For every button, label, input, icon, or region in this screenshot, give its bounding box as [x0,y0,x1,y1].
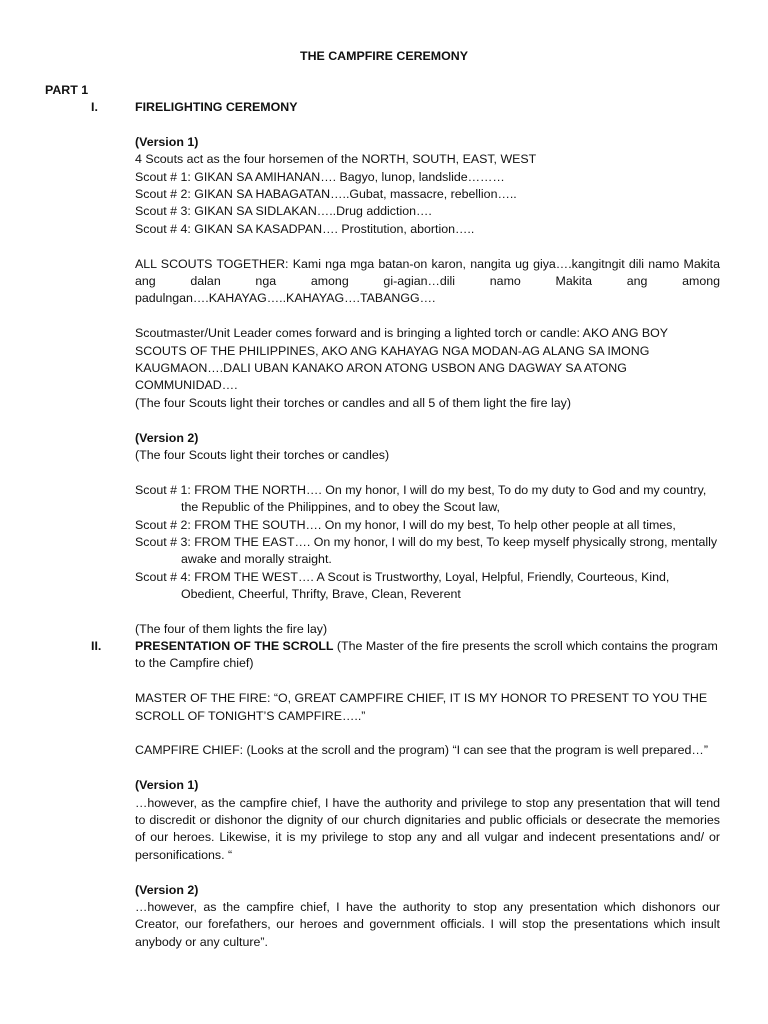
scout-line: Scout # 1: FROM THE NORTH…. On my honor, I will do my best, To do my duty to God and my country, the Republic of the Philippines, and to obey the Scout law, [135,482,707,515]
scout-line: Scout # 2: GIKAN SA HABAGATAN…..Gubat, massacre, rebellion….. [135,187,517,202]
part-label: PART 1 [45,83,89,97]
section-number: I. [91,100,98,114]
stage-note: (The four Scouts light their torches or candles) [135,448,390,463]
version-label: (Version 2) [135,430,199,445]
version-text: …however, as the campfire chief, I have the authority and privilege to stop any presentation that will tend to discredit or dishonor the dignity of our church dignitaries and public officials or desecrate the memories of our heroes. Likewise, it is my privilege to stop any and all vulgar and indecent presentations and/ or personifications. “ [135,795,720,862]
scoutmaster-paragraph: Scoutmaster/Unit Leader comes forward and is bringing a lighted torch or candle: AKO ANG BOY SCOUTS OF THE PHILIPPINES, AKO ANG KAHAYAG NGA MODAN-AG ALANG SA IMONG KAUGMAON….DALI UBAN KANAKO ARON ATONG USBON ANG DAGWAY SA ATONG COMMUNIDAD…. [135,326,668,393]
scout-line: Scout # 2: FROM THE SOUTH…. On my honor, I will do my best, To help other people at all times, [135,517,676,532]
stage-note: (The four of them lights the fire lay) [135,622,328,637]
version-text: …however, as the campfire chief, I have the authority to stop any presentation which dishonors our Creator, our forefathers, our heroes and government officials. I will stop the presentations which insult anybody or any culture”. [135,900,720,949]
scout-line: Scout # 1: GIKAN SA AMIHANAN…. Bagyo, lunop, landslide……… [135,169,505,184]
version-label: (Version 1) [135,778,199,793]
master-of-fire-paragraph: MASTER OF THE FIRE: “O, GREAT CAMPFIRE CHIEF, IT IS MY HONOR TO PRESENT TO YOU THE SCROLL OF TONIGHT’S CAMPFIRE…..” [135,691,708,723]
version-label: (Version 1) [135,134,199,149]
scout-line: Scout # 3: GIKAN SA SIDLAKAN…..Drug addiction…. [135,204,432,219]
section-scroll [91,638,720,951]
section-heading-note: (The Master of the fire presents the scroll which contains the program to the Campfire chief) [135,639,718,671]
document-title: THE CAMPFIRE CEREMONY [300,49,468,63]
all-scouts-paragraph: ALL SCOUTS TOGETHER: Kami nga mga batan-on karon, nangita ug giya….kangitngit dili namo Makita ang dalan nga among gi-agian…dili namo Makita ang among padulngan….KAHAYAG…..KAHAYAG….TABANGG…. [135,256,720,306]
version-label: (Version 2) [135,882,199,897]
scout-line: Scout # 3: FROM THE EAST…. On my honor, I will do my best, To keep myself physically strong, mentally awake and morally straight. [135,535,718,567]
scout-line: Scout # 4: GIKAN SA KASADPAN…. Prostitution, abortion….. [135,221,475,236]
campfire-chief-paragraph: CAMPFIRE CHIEF: (Looks at the scroll and the program) “I can see that the program is well prepared…” [135,743,708,758]
scout-line: Scout # 4: FROM THE WEST…. A Scout is Trustworthy, Loyal, Helpful, Friendly, Courteous, Kind, Obedient, Cheerful, Thrifty, Brave, Clean, Reverent [135,569,670,602]
section-firelighting [91,99,720,639]
stage-note: (The four Scouts light their torches or candles and all 5 of them light the fire lay) [135,395,571,410]
section-heading: FIRELIGHTING CEREMONY [135,100,298,114]
section-number: II. [91,639,102,653]
version-intro: 4 Scouts act as the four horsemen of the NORTH, SOUTH, EAST, WEST [135,152,537,167]
section-heading: PRESENTATION OF THE SCROLL [135,639,334,653]
section-heading-paragraph [135,638,720,673]
